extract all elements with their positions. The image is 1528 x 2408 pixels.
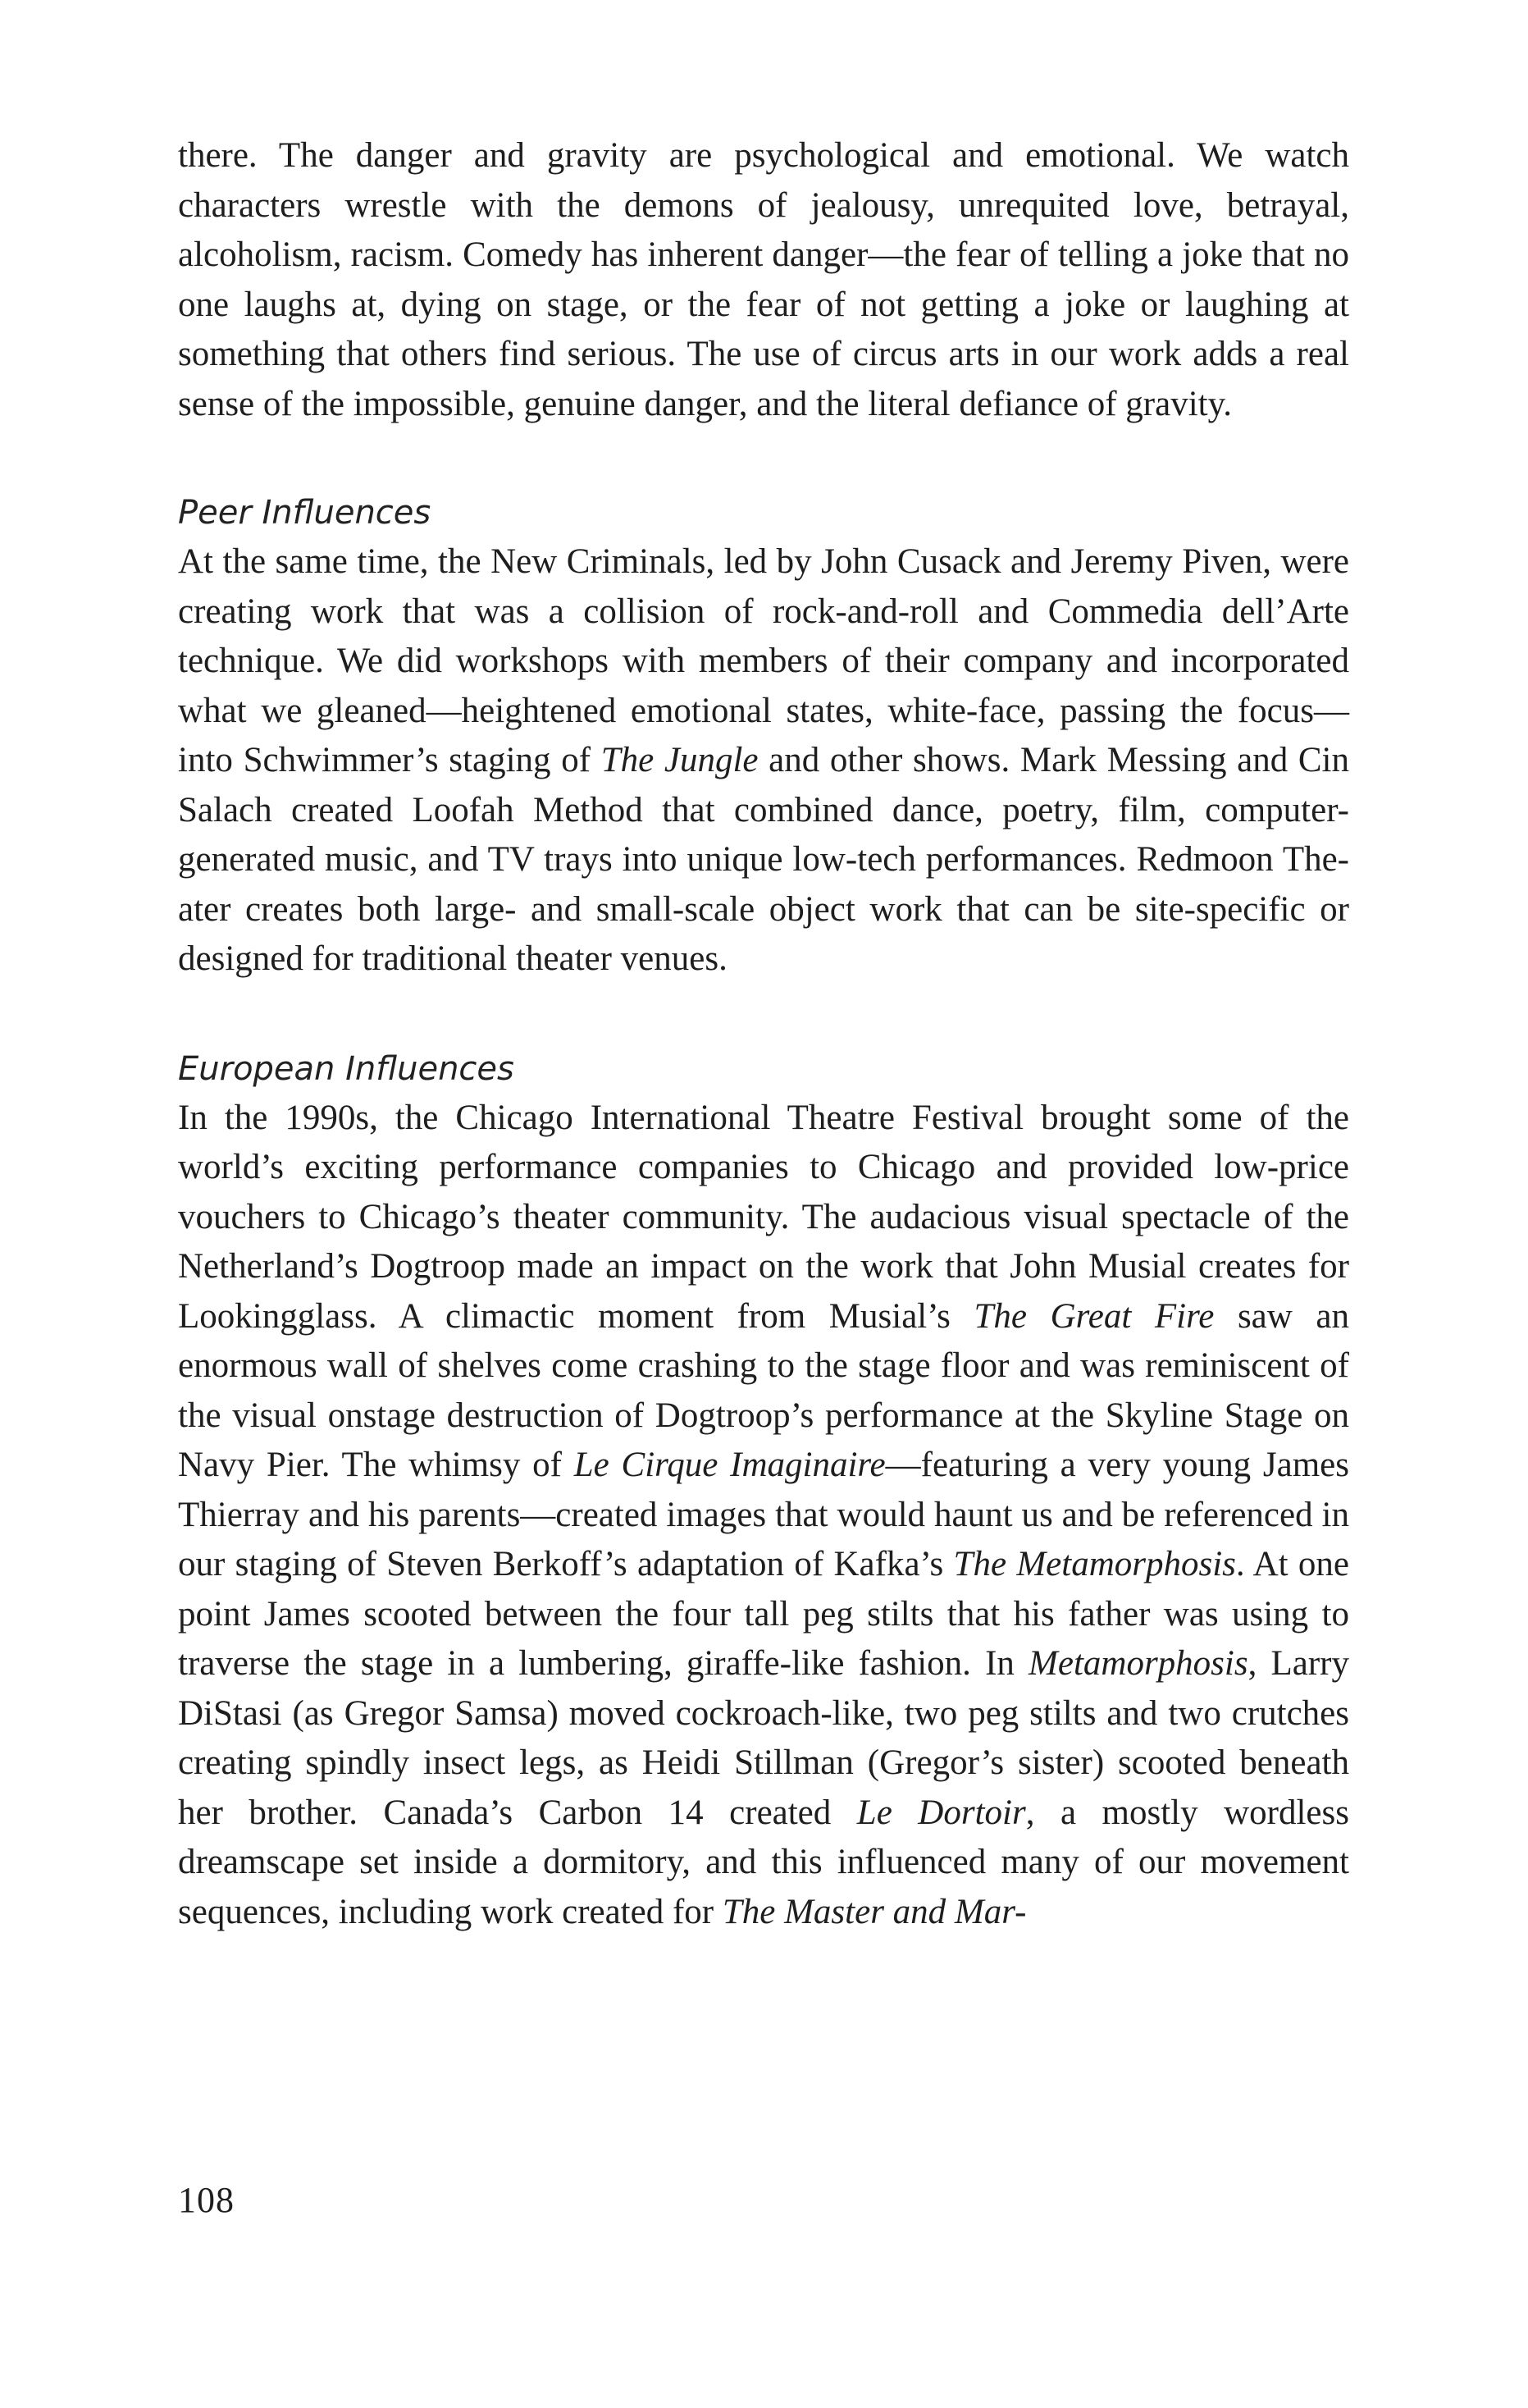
title-le-dortoir: Le Dortoir — [856, 1793, 1026, 1832]
title-the-metamorphosis: The Metamorphosis — [953, 1545, 1236, 1583]
european-text-4: . At one point James scooted between the four tall peg stilts that his father was using to traverse the stage in a lumbering, giraffe-like fashion. In — [178, 1545, 1349, 1683]
title-metamorphosis: Metamorphosis — [1029, 1644, 1248, 1683]
peer-influences-heading: Peer Influences — [178, 494, 431, 532]
peer-text-2: and other shows. Mark Messing and Cin Salach created Loofah Method that combined dance, poetry, film, computer-generated music, and TV trays into unique low-tech performances. Redmoon Theater creates both large- and small-scale object work that can be site-specific or designed for traditional theater venues. — [178, 741, 1349, 978]
peer-influences-paragraph — [178, 537, 1349, 985]
peer-text-1: At the same time, the New Criminals, led by John Cusack and Jeremy Piven, were creating work that was a collision of rock-and-roll and Commedia dell’Arte technique. We did workshops with members of their company and incorporated what we gleaned—heightened emotional states, white-face, passing the focus—into Schwimmer’s staging of — [178, 542, 1349, 779]
european-influences-paragraph — [178, 1094, 1349, 1938]
book-page — [178, 131, 1349, 1937]
title-the-jungle: The Jungle — [600, 741, 759, 779]
european-text-5: , Larry DiStasi (as Gregor Samsa) moved cockroach-like, two peg stilts and two crutches creating spindly insect legs, as Heidi Stillman (Gregor’s sister) scooted beneath her brother. Canada’s Carbon 14 created — [178, 1644, 1349, 1832]
title-the-master-and-margarita: The Master and Mar- — [722, 1892, 1027, 1931]
title-the-great-fire: The Great Fire — [974, 1296, 1215, 1336]
european-text-1: In the 1990s, the Chicago International Theatre Festival brought some of the world’s exciting performance companies to Chicago and provided low-price vouchers to Chicago’s theater community. The audacious visual spectacle of the Netherland’s Dogtroop made an impact on the work that John Musial creates for Lookingglass. A climactic moment from Musial’s — [178, 1098, 1349, 1336]
european-influences-heading: European Influences — [178, 1049, 514, 1088]
european-text-3: —featuring a very young James Thierray and his parents—created images that would haunt us and be referenced in our staging of Steven Berkoff’s adaptation of Kafka’s — [178, 1446, 1350, 1583]
intro-text: there. The danger and gravity are psychological and emotional. We watch characters wrestle with the demons of jealousy, unrequited love, betrayal, alcoholism, racism. Comedy has inherent danger—the fear of telling a joke that no one laughs at, dying on stage, or the fear of not getting a joke or laughing at something that others find serious. The use of circus arts in our work adds a real sense of the impossible, genuine danger, and the literal defiance of gravity. — [178, 136, 1349, 423]
page-number: 108 — [178, 2180, 235, 2220]
section-gap — [178, 429, 1349, 488]
european-text-2: saw an enormous wall of shelves come crashing to the stage floor and was reminiscent of the visual onstage destruction of Dogtroop’s performance at the Skyline Stage on Navy Pier. The whimsy of — [178, 1296, 1349, 1484]
title-le-cirque-imaginaire: Le Cirque Imaginaire — [573, 1446, 886, 1484]
european-text-6: , a mostly wordless dreamscape set inside a dormitory, and this influenced many of our movement sequences, including work created for — [178, 1793, 1349, 1931]
intro-paragraph — [178, 131, 1349, 429]
section-gap — [178, 985, 1349, 1044]
